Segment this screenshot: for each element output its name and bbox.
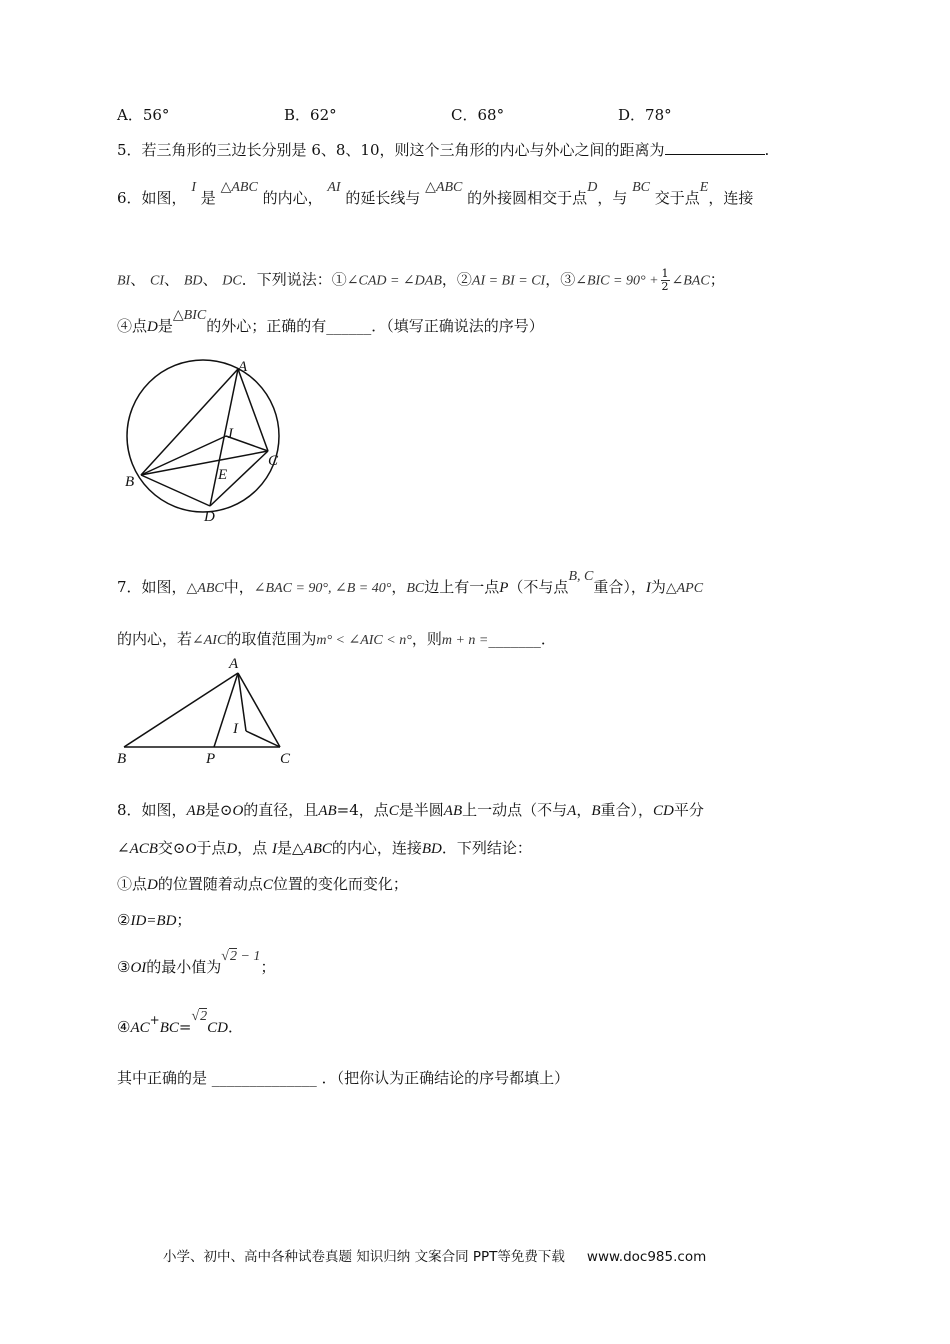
figure-circumcircle — [120, 355, 290, 525]
q8-math: CD — [653, 803, 674, 819]
question-6-line-2 — [117, 268, 725, 293]
q6-text: 的延长线与 — [345, 189, 421, 207]
q8-math: C — [388, 803, 399, 819]
q8-text: 是半圆 — [398, 801, 444, 819]
q8-final — [117, 1069, 569, 1087]
option-b: B．62° — [284, 106, 337, 124]
q8-math: AB — [318, 803, 337, 819]
radicand: 2 — [200, 1009, 208, 1024]
q8-math: AB — [186, 803, 205, 819]
q8-text: 位置的变化而变化； — [272, 875, 408, 893]
q6-seg-ci: CI — [150, 273, 165, 289]
q6-seg-bd: BD — [183, 273, 203, 289]
q8-conclusion-1 — [117, 875, 408, 894]
segment-bi — [141, 436, 226, 475]
q8-text: =4，点 — [336, 801, 389, 819]
q8-answer-blank: ______________ — [211, 1069, 317, 1087]
q5-text: 5．若三角形的三边长分别是 6、8、10，则这个三角形的内心与外心之间的距离为 — [117, 141, 665, 159]
q7-text: 边上有一点 — [424, 578, 500, 596]
q8-text: 的位置随着动点 — [157, 875, 263, 893]
q8-text: ∠ — [117, 839, 130, 857]
q8-sqrt2-minus-1: √2 − 1 — [221, 949, 261, 964]
minus-one: − 1 — [236, 949, 261, 964]
q6-text: 的外接圆相交于点 — [467, 189, 588, 207]
option-d: D．78° — [618, 106, 672, 124]
q8-text: ③ — [117, 958, 131, 976]
q6-segment-bc: BC — [632, 180, 650, 195]
radicand: 2 — [229, 949, 237, 964]
q6-text: ④点 — [117, 317, 148, 335]
q8-text: ， — [576, 801, 592, 819]
q8-math: B — [591, 803, 601, 819]
question-8-line-2 — [117, 839, 532, 858]
figure-triangle — [114, 655, 304, 770]
q6-triangle-abc: △ABC — [220, 180, 258, 195]
q8-text: 重合）， — [600, 801, 654, 819]
q8-text: 的内心，连接 — [331, 839, 422, 857]
q5-end: . — [764, 141, 770, 159]
q7-points-bc: B, C — [568, 569, 594, 584]
q7-text: ， — [391, 578, 407, 596]
q6-text: 是 — [157, 317, 173, 335]
q8-text: 交⊙ — [157, 839, 186, 857]
q8-text: 的最小值为 — [146, 958, 222, 976]
label-a: A — [238, 359, 248, 375]
q8-math: AC — [130, 1020, 150, 1036]
footer-url[interactable]: www.doc985.com — [586, 1249, 707, 1265]
q7-range: m° < ∠AIC < n° — [316, 633, 412, 648]
q8-math: ACB — [129, 841, 158, 857]
q6-statement-3a: ∠BIC = 90° + — [575, 273, 659, 289]
q8-math: O — [232, 803, 244, 819]
question-8-line-1 — [117, 801, 704, 820]
q8-math: C — [262, 877, 273, 893]
q7-text: 中， — [223, 578, 254, 596]
segment-ac — [238, 369, 268, 451]
q8-conclusion-2 — [117, 911, 191, 930]
q8-math: BD — [421, 841, 442, 857]
q8-text: ． — [227, 1018, 243, 1036]
q8-math: A — [567, 803, 577, 819]
q8-text: ①点 — [117, 875, 148, 893]
q8-math: ABC — [303, 841, 332, 857]
q7-sum: m + n = — [441, 633, 489, 648]
label-i: I — [228, 426, 233, 442]
question-6-line-1 — [117, 180, 754, 209]
segment-ai — [238, 673, 246, 731]
question-6-line-3 — [117, 308, 544, 337]
q6-number: 6．如图， — [117, 189, 187, 207]
q6-segment-ai: AI — [327, 180, 341, 195]
q6-triangle-bic: △BIC — [172, 308, 207, 323]
question-7-line-2 — [117, 630, 556, 650]
q6-point-d: D — [147, 319, 158, 335]
q6-sep: 、 — [164, 270, 180, 289]
q6-triangle-abc-2: △ABC — [425, 180, 463, 195]
q4-options — [117, 106, 672, 124]
circumcircle — [127, 360, 279, 512]
q7-text: 为 — [650, 578, 666, 596]
q6-text: ； — [709, 270, 725, 289]
label-b: B — [117, 751, 127, 767]
plus-sign: + — [149, 1013, 160, 1027]
q8-text: ④ — [117, 1018, 131, 1036]
q8-sqrt2: √2 — [191, 1009, 208, 1024]
q7-triangle-abc: △ABC — [186, 581, 224, 596]
q8-math: D — [147, 877, 158, 893]
q7-text: 的内心，若 — [117, 630, 193, 648]
label-p: P — [206, 751, 216, 767]
q7-text: ，则 — [411, 630, 442, 648]
q8-conclusion-4 — [117, 1009, 243, 1038]
frac-num: 1 — [661, 267, 669, 280]
q8-text: ； — [260, 958, 276, 976]
q8-text: 8．如图， — [117, 801, 187, 819]
q7-text: 的取值范围为 — [226, 630, 317, 648]
footer-text: 小学、初中、高中各种试卷真题 知识归纳 文案合同 PPT等免费下载 — [163, 1249, 565, 1265]
q8-text: ； — [176, 911, 192, 929]
q7-text: ． — [540, 630, 556, 648]
q8-math: D — [226, 841, 238, 857]
q6-seg-bi: BI — [117, 273, 131, 289]
q6-point-e: E — [699, 180, 709, 195]
label-c: C — [280, 751, 291, 767]
page-footer — [163, 1245, 706, 1265]
question-7-line-1 — [117, 569, 704, 598]
q8-math: I — [271, 841, 277, 857]
q6-text: 交于点 — [654, 189, 700, 207]
q6-text: ．下列说法：① — [241, 270, 347, 289]
q6-text: ，连接 — [708, 189, 754, 207]
q6-sep: 、 — [202, 270, 218, 289]
q6-answer-blank: ______ — [326, 317, 372, 335]
q6-sep: 、 — [130, 270, 146, 289]
q6-text: ．（填写正确说法的序号） — [371, 317, 544, 335]
q8-text: ．下列结论： — [441, 839, 532, 857]
q6-point-i: I — [191, 180, 196, 195]
q7-triangle-apc: △APC — [665, 581, 704, 596]
q6-text: ，③ — [545, 270, 576, 289]
segment-ac — [238, 673, 280, 747]
q6-seg-dc: DC — [222, 273, 242, 289]
q6-text: 的外心；正确的有 — [206, 317, 327, 335]
label-d: D — [204, 509, 215, 525]
q8-text: 上一动点（不与 — [462, 801, 568, 819]
q6-text: 是 — [200, 189, 216, 207]
q8-text: 于点 — [196, 839, 227, 857]
q8-text: ，点 — [237, 839, 272, 857]
q7-number: 7．如图， — [117, 578, 187, 596]
q8-text: 其中正确的是 — [117, 1069, 208, 1087]
option-c: C．68° — [451, 106, 505, 124]
frac-den: 2 — [661, 280, 669, 294]
label-c: C — [268, 453, 279, 469]
q8-text: 是⊙ — [204, 801, 233, 819]
q8-conclusion-3 — [117, 949, 276, 978]
label-a: A — [229, 656, 239, 672]
q8-text: 平分 — [673, 801, 704, 819]
q6-text: ，② — [441, 270, 472, 289]
q8-math: AB — [443, 803, 463, 819]
q8-text: 是△ — [276, 839, 304, 857]
q7-text: 重合）， — [593, 578, 646, 596]
q6-text: 的内心， — [262, 189, 323, 207]
segment-ab — [124, 673, 238, 747]
label-i: I — [233, 721, 238, 737]
q8-text: ② — [117, 911, 131, 929]
q8-math: BC — [159, 1020, 179, 1036]
label-b: B — [125, 474, 135, 490]
q7-text: （不与点 — [508, 578, 569, 596]
option-a: A．56° — [117, 106, 170, 124]
q8-math: OI — [130, 960, 147, 976]
fraction-one-half — [661, 268, 670, 293]
equals: = — [178, 1018, 192, 1036]
label-e: E — [218, 467, 228, 483]
q6-statement-1: ∠CAD = ∠DAB — [346, 273, 442, 289]
q6-point-d: D — [587, 180, 598, 195]
q7-angles: ∠BAC = 90°, ∠B = 40° — [253, 581, 392, 596]
q8-math: O — [185, 841, 197, 857]
q8-text: 的直径，且 — [243, 801, 319, 819]
q6-statement-2: AI = BI = CI — [471, 273, 546, 289]
q6-statement-3b: ∠BAC — [671, 273, 710, 289]
q7-angle-aic: ∠AIC — [192, 633, 227, 648]
q8-math: ID=BD — [130, 913, 177, 929]
q7-point-i: I — [645, 580, 651, 596]
q6-text: ，与 — [597, 189, 628, 207]
q5-answer-blank — [665, 142, 765, 155]
question-5 — [117, 141, 769, 159]
segment-bd — [141, 475, 210, 506]
q8-math: CD — [207, 1020, 228, 1036]
q7-answer-blank: _______ — [488, 630, 541, 648]
q7-point-p: P — [499, 580, 509, 596]
q8-text: ．（把你认为正确结论的序号都填上） — [321, 1069, 570, 1087]
q7-segment-bc: BC — [406, 581, 425, 596]
